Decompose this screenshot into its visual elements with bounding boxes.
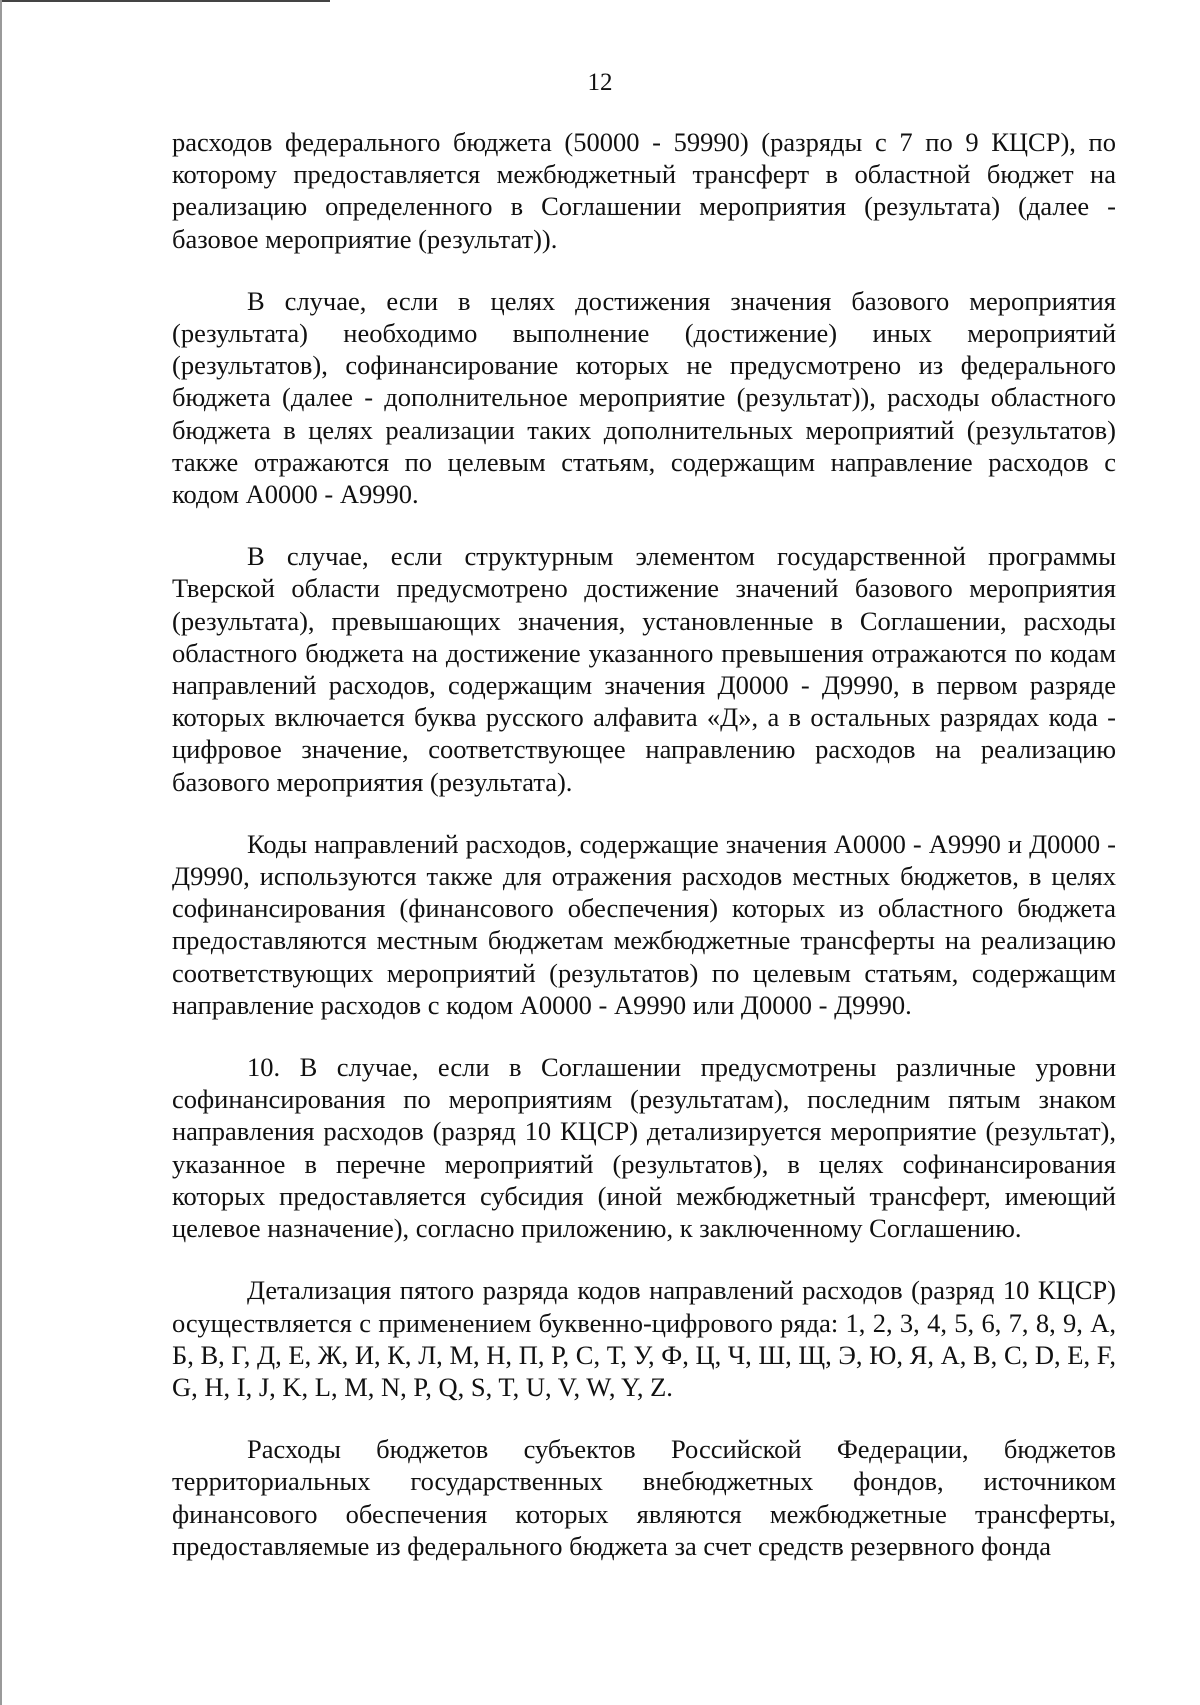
paragraph-reserve-fund: Расходы бюджетов субъектов Российской Федерации, бюджетов территориальных государственных внебюджетных фондов, источником финансового обеспечения которых являются межбюджетные трансферты, предоставляемые из федерального бюджета за счет средств резервного фонда (172, 1434, 1116, 1561)
paragraph-local-budgets: Коды направлений расходов, содержащие значения А0000 - А9990 и Д0000 - Д9990, используются также для отражения расходов местных бюджетов, в целях софинансирования (финансового обеспечения) которых из областного бюджета предоставляются местным бюджетам межбюджетные трансферты на реализацию соответствующих мероприятий (результатов) по целевым статьям, содержащим направление расходов с кодом А0000 - А9990 или Д0000 - Д9990. (172, 828, 1116, 1020)
paragraph-continuation: расходов федерального бюджета (50000 - 59990) (разряды с 7 по 9 КЦСР), по которому предоставляется межбюджетный трансферт в областной бюджет на реализацию определенного в Соглашении мероприятия (результата) (далее - базовое мероприятие (результат)). (172, 127, 1116, 254)
scan-edge-left (0, 0, 2, 1705)
paragraph-exceeding-values: В случае, если структурным элементом государственной программы Тверской области предусмотрено достижение значений базового мероприятия (результата), превышающих значения, установленные в Соглашении, расходы областного бюджета на достижение указанного превышения отражаются по кодам направлений расходов, содержащим значения Д0000 - Д9990, в первом разряде которых включается буква русского алфавита «Д», а в остальных разрядах кода - цифровое значение, соответствующее направлению расходов на реализацию базового мероприятия (результата). (172, 541, 1116, 797)
page-number: 12 (587, 69, 613, 96)
paragraph-fifth-digit-detail: Детализация пятого разряда кодов направлений расходов (разряд 10 КЦСР) осуществляется с применением буквенно-цифрового ряда: 1, 2, 3, 4, 5, 6, 7, 8, 9, А, Б, В, Г, Д, Е, Ж, И, К, Л, М, Н, П, Р, С, Т, У, Ф, Ц, Ч, Ш, Щ, Э, Ю, Я, A, B, C, D, E, F, G, H, I, J, K, L, M, N, P, Q, S, T, U, V, W, Y, Z. (172, 1275, 1116, 1402)
scan-edge-top (0, 0, 330, 2)
paragraph-item-10: 10. В случае, если в Соглашении предусмотрены различные уровни софинансирования по мероприятиям (результатам), последним пятым знаком направления расходов (разряд 10 КЦСР) детализируется мероприятие (результат), указанное в перечне мероприятий (результатов), в целях софинансирования которых предоставляется субсидия (иной межбюджетный трансферт, имеющий целевое назначение), согласно приложению, к заключенному Соглашению. (172, 1052, 1116, 1244)
document-body (172, 126, 1116, 1562)
paragraph-additional-activities: В случае, если в целях достижения значения базового мероприятия (результата) необходимо выполнение (достижение) иных мероприятий (результатов), софинансирование которых не предусмотрено из федерального бюджета (далее - дополнительное мероприятие (результат)), расходы областного бюджета в целях реализации таких дополнительных мероприятий (результатов) также отражаются по целевым статьям, содержащим направление расходов с кодом А0000 - А9990. (172, 285, 1116, 510)
